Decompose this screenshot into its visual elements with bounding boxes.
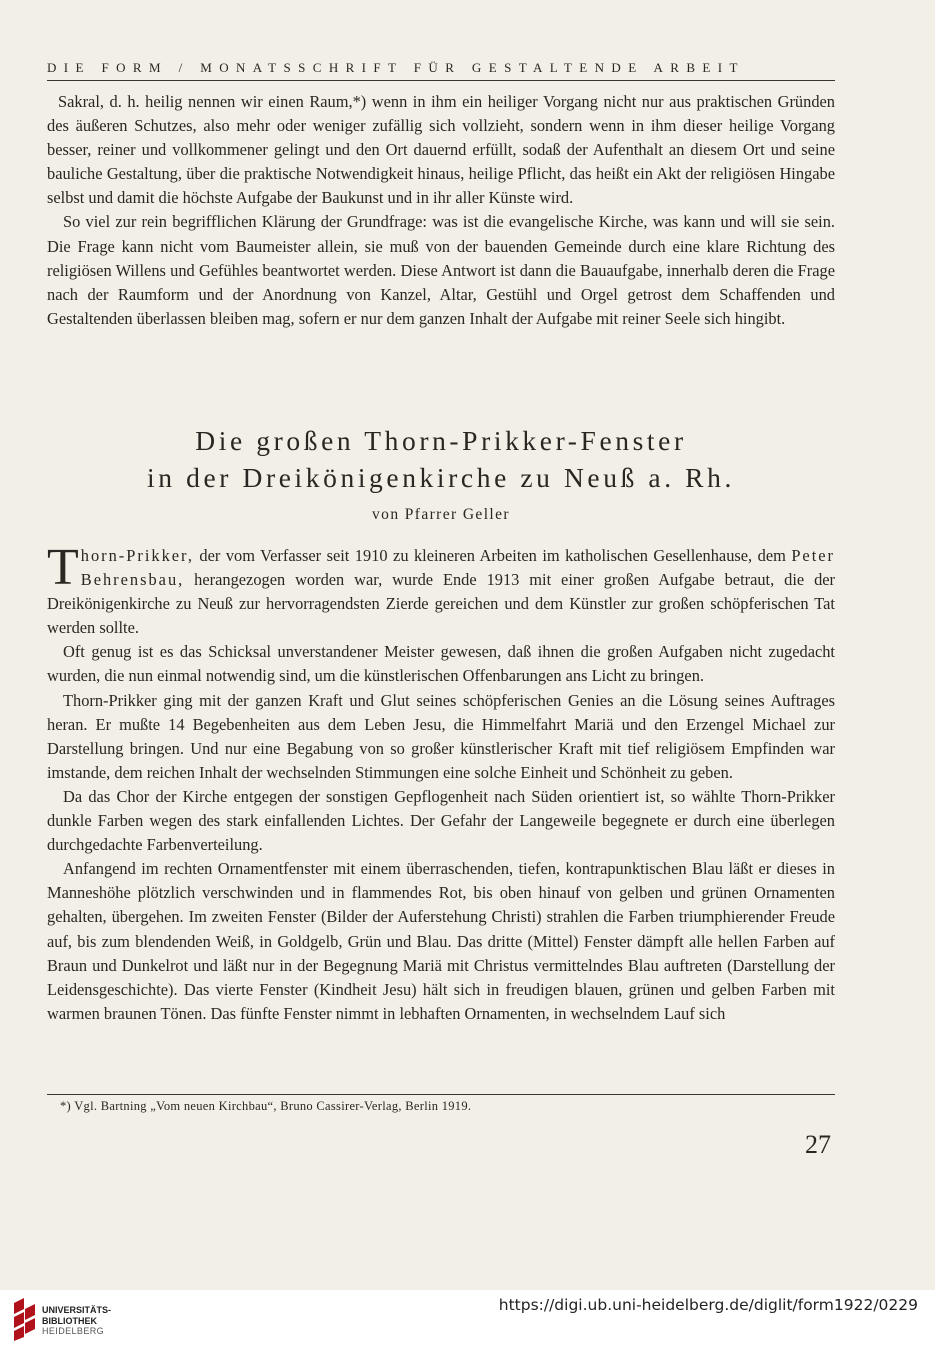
article-paragraph-2: Thorn-Prikker ging mit der ganzen Kraft und Glut seines schöpferischen Genies an die Lösung seines Auftrages heran. Er mußte 14 Begebenheiten aus dem Leben Jesu, die Himmelfahrt Mariä und den Erzengel Michael zur Darstellung bringen. Und nur eine Begabung von so großer künstlerischer Kraft mit tief religiösem Empfinden war imstande, dem reichen Inhalt der wechselnden Stimmungen eine solche Einheit und Schönheit zu geben. [47,690,835,782]
page-number: 27 [805,1130,831,1159]
footnote: *) Vgl. Bartning „Vom neuen Kirchbau“, Bruno Cassirer-Verlag, Berlin 1919. [60,1099,472,1113]
source-url-link[interactable]: https://digi.ub.uni-heidelberg.de/diglit/form1922/0229 [498,1296,918,1314]
intro-paragraph-2: So viel zur rein begrifflichen Klärung der Grundfrage: was ist die evangelische Kirche, was kann und will sie sein. Die Frage kann nicht vom Baumeister allein, sie muß von der bauenden Gemeinde durch eine klare Richtung des religiösen Willens und Gefühles beantwortet werden. Diese Antwort ist dann die Bauaufgabe, innerhalb deren die Frage nach der Raumform und der Anordnung von Kanzel, Altar, Gestühl und Orgel getrost dem Schaffenden und Gestaltenden überlassen bleiben mag, sofern er nur dem ganzen Inhalt der Aufgabe mit reiner Seele sich hingibt. [47,212,835,328]
article-title-line-1: Die großen Thorn-Prikker-Fenster [195,425,687,456]
footnote-rule [47,1094,835,1095]
lead-text-b: herangezogen worden war, wurde Ende 1913 mit einer großen Aufgabe betraut, die der Dreikönigenkirche zu Neuß zur hervorragendsten Zierde gereichen und dem Künstler zur großen schöpferischen Tat werden sollte. [47,570,835,638]
intro-paragraph-1: Sakral, d. h. heilig nennen wir einen Raum,*) wenn in ihm ein heiliger Vorgang nicht nur aus praktischen Gründen des äußeren Schutzes, also mehr oder weniger zufällig sich vollzieht, sondern wenn in ihm dieser heilige Vorgang besser, reiner und vollkommener gelingt und den Ort dauernd erfüllt, sodaß der Aufenthalt an diesem Ort und seine bauliche Gestaltung, über die praktische Notwendigkeit hinaus, heilige Pflicht, das heißt ein Akt der religiösen Hingabe selbst und damit die höchste Aufgabe der Baukunst und in ihr aller Künste wird. [47,92,835,208]
running-head: DIE FORM / MONATSSCHRIFT FÜR GESTALTENDE ARBEIT [47,60,745,75]
library-logo-icon [12,1297,37,1341]
lead-text-a: der vom Verfasser seit 1910 zu kleineren Arbeiten im katholischen Gesellenhause, dem [193,546,792,565]
library-name [42,1305,111,1337]
article-title-line-2: in der Dreikönigenkirche zu Neuß a. Rh. [147,462,735,493]
lead-building-spaced: Peter Behrensbau, [80,546,835,590]
intro-text [47,90,835,331]
article-paragraph-1: Oft genug ist es das Schicksal unverstandener Meister gewesen, daß ihnen die großen Aufgaben nicht zugedacht wurden, die nun einmal notwendig sind, um die künstlerischen Offenbarungen ans Licht zu bringen. [47,642,835,686]
lead-paragraph [47,539,835,640]
byline: von Pfarrer Geller [372,506,510,523]
library-line-1: UNIVERSITÄTS- [42,1305,112,1315]
article-paragraph-4: Anfangend im rechten Ornamentfenster mit einem überraschenden, tiefen, kontrapunktischen Blau läßt er dieses in Manneshöhe plötzlich verschwinden und in flammendes Rot, bis oben hinauf von gelben und grünen Ornamenten gehalten, übergehen. Im zweiten Fenster (Bilder der Auferstehung Christi) strahlen die Farben triumphierender Freude auf, bis zum blendenden Weiß, in Goldgelb, Grün und Blau. Das dritte (Mittel) Fenster dämpft alle hellen Farben auf Braun und Dunkelrot und läßt nur in der Begegnung Mariä mit Christus vermittelndes Blau auftreten (Darstellung der Leidensgeschichte). Das vierte Fenster (Kindheit Jesu) hält sich in freudigen blauen, grünen und gelben Farben mit warmen braunen Tönen. Das fünfte Fenster nimmt in lebhaften Ornamenten, in wechselndem Lauf sich [47,859,835,1023]
article-body [47,539,835,1026]
drop-cap: T [47,539,79,596]
library-line-2: BIBLIOTHEK [42,1315,97,1326]
article-paragraph-3: Da das Chor der Kirche entgegen der sonstigen Gepflogenheit nach Süden orientiert ist, so wählte Thorn-Prikker dunkle Farben wegen des stark einfallenden Lichtes. Der Gefahr der Langeweile begegnete er durch eine überlegen durchgedachte Farbenverteilung. [47,786,835,855]
lead-name-spaced: horn-Prikker, [80,546,194,565]
header-rule [47,80,835,81]
library-line-3: HEIDELBERG [42,1326,105,1336]
